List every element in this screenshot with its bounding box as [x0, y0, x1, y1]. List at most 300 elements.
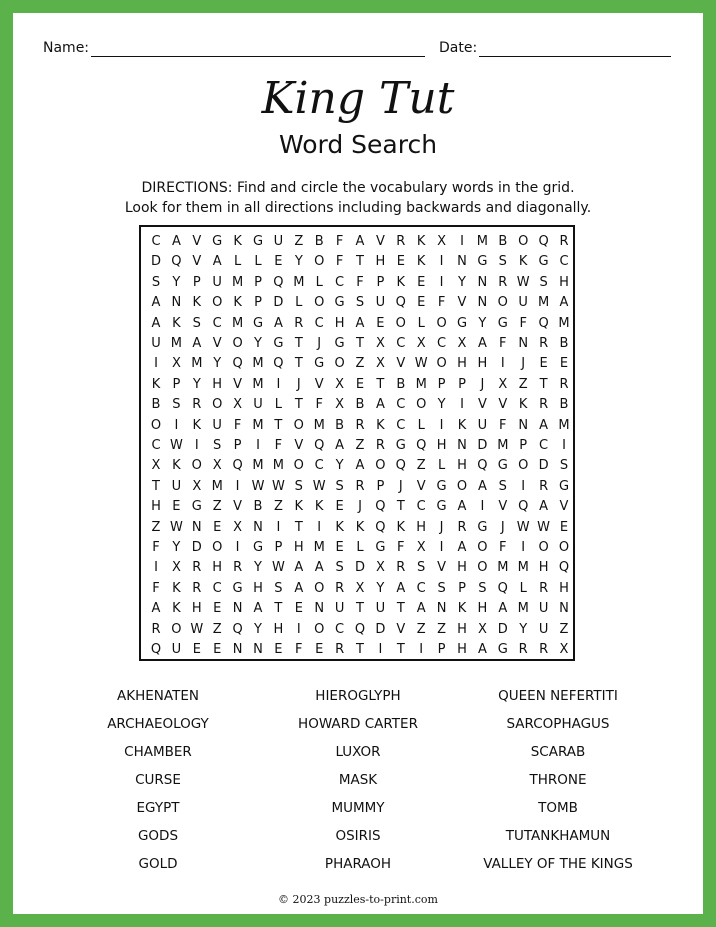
grid-letter[interactable]: Z	[355, 356, 365, 372]
grid-letter[interactable]: V	[498, 499, 508, 515]
grid-letter[interactable]: E	[274, 642, 283, 657]
grid-letter[interactable]: F	[295, 642, 303, 657]
grid-letter[interactable]: E	[559, 519, 569, 535]
grid-letter[interactable]: A	[457, 499, 467, 515]
grid-letter[interactable]: M	[476, 234, 488, 249]
grid-letter[interactable]: S	[151, 274, 161, 290]
grid-letter[interactable]: G	[456, 315, 468, 331]
grid-letter[interactable]: W	[414, 356, 428, 372]
grid-letter[interactable]: Q	[395, 458, 406, 474]
grid-letter[interactable]: J	[317, 336, 322, 351]
grid-letter[interactable]: K	[172, 580, 181, 596]
grid-letter[interactable]: H	[436, 438, 447, 453]
grid-letter[interactable]: X	[498, 376, 508, 392]
grid-letter[interactable]: D	[354, 560, 365, 576]
grid-letter[interactable]: A	[477, 336, 487, 351]
grid-letter[interactable]: Z	[294, 234, 304, 249]
grid-letter[interactable]: T	[294, 397, 303, 413]
grid-letter[interactable]: T	[396, 601, 405, 617]
grid-letter[interactable]: Q	[395, 295, 406, 311]
grid-letter[interactable]: X	[233, 519, 243, 535]
grid-letter[interactable]: Q	[273, 274, 284, 290]
grid-letter[interactable]: C	[151, 438, 161, 453]
grid-letter[interactable]: G	[497, 315, 508, 331]
grid-letter[interactable]: H	[375, 254, 386, 270]
grid-letter[interactable]: N	[457, 438, 467, 453]
grid-letter[interactable]: C	[559, 254, 569, 270]
grid-letter[interactable]: O	[191, 458, 202, 474]
grid-letter[interactable]: Z	[212, 499, 222, 515]
grid-letter[interactable]: U	[212, 274, 222, 290]
grid-letter[interactable]: A	[539, 499, 549, 515]
grid-letter[interactable]: O	[314, 580, 325, 596]
grid-letter[interactable]: Q	[558, 560, 570, 576]
grid-letter[interactable]: T	[274, 417, 283, 433]
grid-letter[interactable]: G	[538, 254, 549, 270]
grid-letter[interactable]: G	[436, 499, 447, 515]
grid-letter[interactable]: G	[395, 438, 406, 453]
grid-letter[interactable]: K	[294, 499, 304, 515]
grid-letter[interactable]: N	[518, 336, 529, 351]
grid-letter[interactable]: C	[539, 438, 549, 453]
grid-letter[interactable]: X	[212, 458, 222, 474]
grid-letter[interactable]: O	[314, 621, 325, 637]
grid-letter[interactable]: G	[232, 580, 243, 596]
grid-letter[interactable]: W	[169, 519, 183, 535]
grid-letter[interactable]: G	[314, 356, 325, 372]
grid-letter[interactable]: Q	[497, 580, 508, 596]
grid-letter[interactable]: E	[355, 376, 365, 392]
grid-letter[interactable]: H	[293, 540, 304, 555]
grid-letter[interactable]: I	[562, 438, 566, 453]
grid-letter[interactable]: A	[294, 580, 304, 596]
grid-letter[interactable]: O	[375, 458, 386, 474]
grid-letter[interactable]: O	[558, 540, 570, 555]
grid-letter[interactable]: G	[497, 642, 508, 657]
grid-letter[interactable]: N	[232, 601, 243, 617]
grid-letter[interactable]: J	[296, 376, 301, 392]
grid-letter[interactable]: R	[498, 274, 508, 290]
grid-letter[interactable]: S	[417, 560, 426, 576]
grid-letter[interactable]: I	[317, 519, 322, 535]
grid-letter[interactable]: N	[457, 254, 467, 270]
grid-letter[interactable]: Z	[273, 499, 283, 515]
grid-letter[interactable]: G	[436, 478, 447, 494]
grid-letter[interactable]: T	[294, 519, 303, 535]
grid-letter[interactable]: Q	[477, 458, 488, 474]
grid-letter[interactable]: S	[192, 315, 201, 331]
grid-letter[interactable]: A	[355, 458, 365, 474]
grid-letter[interactable]: L	[356, 540, 364, 555]
grid-letter[interactable]: N	[559, 601, 569, 617]
grid-letter[interactable]: P	[458, 580, 466, 596]
grid-letter[interactable]: W	[516, 519, 530, 535]
grid-letter[interactable]: I	[256, 438, 260, 453]
grid-letter[interactable]: K	[376, 417, 385, 433]
grid-letter[interactable]: J	[398, 478, 403, 494]
grid-letter[interactable]: N	[171, 295, 182, 311]
grid-letter[interactable]: I	[235, 540, 240, 555]
grid-letter[interactable]: F	[499, 336, 507, 351]
grid-letter[interactable]: O	[436, 315, 447, 331]
grid-letter[interactable]: A	[477, 642, 487, 657]
grid-letter[interactable]: Z	[416, 621, 426, 637]
grid-letter[interactable]: K	[233, 295, 242, 311]
grid-letter[interactable]: X	[559, 642, 569, 657]
grid-letter[interactable]: H	[334, 315, 345, 331]
grid-letter[interactable]: W	[537, 519, 551, 535]
grid-letter[interactable]: E	[417, 274, 426, 290]
grid-letter[interactable]: R	[151, 621, 161, 637]
grid-letter[interactable]: M	[252, 356, 264, 372]
grid-letter[interactable]: E	[213, 601, 222, 617]
grid-letter[interactable]: U	[273, 234, 284, 249]
grid-letter[interactable]: P	[376, 478, 385, 494]
grid-letter[interactable]: M	[313, 417, 325, 433]
grid-letter[interactable]: M	[517, 601, 529, 617]
grid-letter[interactable]: K	[335, 519, 344, 535]
grid-letter[interactable]: O	[497, 295, 508, 311]
grid-letter[interactable]: X	[375, 336, 385, 351]
grid-letter[interactable]: I	[174, 417, 179, 433]
grid-letter[interactable]: A	[539, 417, 549, 433]
grid-letter[interactable]: E	[559, 356, 569, 372]
grid-letter[interactable]: W	[271, 560, 285, 576]
grid-letter[interactable]: Z	[518, 376, 528, 392]
grid-letter[interactable]: O	[212, 397, 223, 413]
grid-letter[interactable]: B	[335, 417, 345, 433]
grid-letter[interactable]: F	[335, 254, 344, 270]
grid-letter[interactable]: W	[251, 478, 265, 494]
grid-letter[interactable]: F	[335, 234, 344, 249]
grid-letter[interactable]: Q	[375, 499, 386, 515]
grid-letter[interactable]: U	[212, 417, 222, 433]
grid-letter[interactable]: Y	[335, 458, 344, 474]
grid-letter[interactable]: A	[212, 254, 222, 270]
grid-letter[interactable]: T	[376, 376, 385, 392]
grid-letter[interactable]: C	[416, 580, 426, 596]
grid-letter[interactable]: I	[276, 519, 281, 535]
grid-letter[interactable]: R	[518, 642, 528, 657]
grid-letter[interactable]: U	[538, 621, 549, 637]
grid-letter[interactable]: F	[499, 540, 507, 555]
grid-letter[interactable]: B	[314, 234, 324, 249]
grid-letter[interactable]: P	[458, 376, 466, 392]
grid-letter[interactable]: T	[356, 642, 364, 657]
grid-letter[interactable]: X	[416, 540, 426, 555]
grid-letter[interactable]: A	[171, 234, 181, 249]
grid-letter[interactable]: B	[151, 397, 161, 413]
grid-letter[interactable]: A	[294, 560, 304, 576]
grid-letter[interactable]: W	[271, 478, 285, 494]
grid-letter[interactable]: H	[477, 356, 488, 372]
grid-letter[interactable]: O	[518, 458, 529, 474]
grid-letter[interactable]: L	[437, 458, 446, 474]
grid-letter[interactable]: J	[439, 519, 444, 535]
grid-letter[interactable]: G	[375, 540, 386, 555]
grid-letter[interactable]: E	[315, 642, 324, 657]
grid-letter[interactable]: V	[457, 295, 467, 311]
grid-letter[interactable]: H	[191, 601, 202, 617]
grid-letter[interactable]: M	[313, 540, 325, 555]
grid-letter[interactable]: O	[150, 417, 162, 433]
grid-letter[interactable]: H	[273, 621, 284, 637]
grid-letter[interactable]: S	[335, 478, 344, 494]
grid-letter[interactable]: M	[252, 458, 264, 474]
grid-letter[interactable]: Q	[538, 234, 549, 249]
grid-letter[interactable]: Q	[232, 458, 243, 474]
grid-letter[interactable]: R	[335, 642, 345, 657]
grid-letter[interactable]: R	[294, 315, 304, 331]
grid-letter[interactable]: N	[477, 274, 488, 290]
grid-letter[interactable]: E	[539, 356, 548, 372]
grid-letter[interactable]: K	[233, 234, 242, 249]
grid-letter[interactable]: X	[355, 580, 365, 596]
grid-letter[interactable]: A	[151, 315, 161, 331]
grid-letter[interactable]: O	[416, 397, 427, 413]
grid-letter[interactable]: A	[273, 315, 283, 331]
grid-letter[interactable]: G	[477, 519, 488, 535]
grid-letter[interactable]: P	[192, 274, 201, 290]
grid-letter[interactable]: R	[559, 376, 569, 392]
grid-letter[interactable]: A	[477, 478, 487, 494]
grid-letter[interactable]: S	[335, 560, 344, 576]
grid-letter[interactable]: G	[212, 234, 223, 249]
grid-letter[interactable]: G	[334, 295, 345, 311]
grid-letter[interactable]: M	[293, 274, 305, 290]
grid-letter[interactable]: O	[334, 356, 345, 372]
grid-letter[interactable]: C	[335, 621, 345, 637]
grid-letter[interactable]: U	[171, 478, 182, 494]
grid-letter[interactable]: C	[314, 458, 324, 474]
grid-letter[interactable]: S	[294, 478, 303, 494]
grid-letter[interactable]: P	[437, 642, 446, 657]
grid-letter[interactable]: Z	[355, 438, 365, 453]
grid-letter[interactable]: U	[334, 601, 345, 617]
grid-letter[interactable]: R	[233, 560, 243, 576]
grid-letter[interactable]: A	[151, 601, 161, 617]
grid-letter[interactable]: B	[498, 234, 508, 249]
grid-letter[interactable]: S	[172, 397, 181, 413]
grid-letter[interactable]: F	[274, 438, 283, 453]
grid-letter[interactable]: P	[437, 376, 446, 392]
grid-letter[interactable]: K	[457, 601, 467, 617]
grid-letter[interactable]: O	[314, 295, 325, 311]
grid-letter[interactable]: L	[233, 254, 242, 270]
grid-letter[interactable]: F	[397, 540, 405, 555]
grid-letter[interactable]: B	[396, 376, 406, 392]
grid-letter[interactable]: Q	[538, 315, 549, 331]
grid-letter[interactable]: R	[396, 234, 406, 249]
grid-letter[interactable]: P	[519, 438, 528, 453]
grid-letter[interactable]: D	[497, 621, 508, 637]
grid-letter[interactable]: H	[457, 642, 467, 657]
grid-letter[interactable]: P	[376, 274, 385, 290]
grid-letter[interactable]: L	[417, 315, 425, 331]
grid-letter[interactable]: Z	[437, 621, 447, 637]
grid-letter[interactable]: H	[559, 274, 569, 290]
grid-letter[interactable]: X	[477, 621, 487, 637]
grid-letter[interactable]: L	[417, 417, 425, 433]
grid-letter[interactable]: R	[375, 438, 385, 453]
grid-letter[interactable]: E	[172, 499, 181, 515]
grid-letter[interactable]: Q	[171, 254, 182, 270]
grid-letter[interactable]: O	[314, 254, 325, 270]
grid-letter[interactable]: H	[538, 560, 549, 576]
grid-letter[interactable]: J	[500, 519, 505, 535]
grid-letter[interactable]: C	[335, 274, 345, 290]
grid-letter[interactable]: A	[498, 601, 508, 617]
grid-letter[interactable]: X	[335, 376, 345, 392]
grid-letter[interactable]: R	[396, 560, 406, 576]
grid-letter[interactable]: R	[539, 580, 549, 596]
grid-letter[interactable]: K	[172, 458, 181, 474]
grid-letter[interactable]: K	[416, 254, 426, 270]
grid-letter[interactable]: K	[192, 417, 202, 433]
grid-letter[interactable]: W	[312, 478, 326, 494]
grid-letter[interactable]: S	[559, 458, 569, 474]
grid-letter[interactable]: X	[437, 234, 447, 249]
grid-letter[interactable]: K	[355, 519, 365, 535]
grid-letter[interactable]: Z	[212, 621, 222, 637]
grid-letter[interactable]: B	[253, 499, 263, 515]
grid-letter[interactable]: R	[335, 580, 345, 596]
grid-letter[interactable]: V	[437, 560, 447, 576]
grid-letter[interactable]: U	[375, 295, 386, 311]
grid-letter[interactable]: I	[439, 540, 444, 555]
grid-letter[interactable]: O	[436, 356, 447, 372]
grid-letter[interactable]: R	[539, 478, 549, 494]
grid-letter[interactable]: N	[232, 642, 243, 657]
grid-letter[interactable]: K	[314, 499, 324, 515]
grid-letter[interactable]: R	[539, 397, 549, 413]
grid-letter[interactable]: U	[518, 295, 528, 311]
grid-letter[interactable]: D	[191, 540, 202, 555]
grid-letter[interactable]: V	[416, 478, 426, 494]
grid-letter[interactable]: U	[253, 397, 263, 413]
grid-letter[interactable]: X	[335, 397, 345, 413]
grid-letter[interactable]: V	[314, 376, 324, 392]
grid-letter[interactable]: C	[314, 315, 324, 331]
grid-letter[interactable]: K	[416, 234, 426, 249]
grid-letter[interactable]: U	[151, 336, 161, 351]
grid-letter[interactable]: N	[518, 417, 529, 433]
grid-letter[interactable]: F	[315, 397, 323, 413]
grid-letter[interactable]: O	[518, 234, 529, 249]
grid-letter[interactable]: T	[539, 376, 548, 392]
grid-letter[interactable]: C	[151, 234, 161, 249]
grid-letter[interactable]: H	[457, 560, 467, 576]
grid-letter[interactable]: I	[276, 376, 281, 392]
grid-letter[interactable]: I	[194, 438, 199, 453]
grid-letter[interactable]: N	[191, 519, 202, 535]
grid-letter[interactable]: Q	[232, 356, 243, 372]
grid-letter[interactable]: G	[558, 478, 570, 494]
grid-letter[interactable]: N	[253, 519, 263, 535]
grid-letter[interactable]: T	[152, 478, 160, 494]
grid-letter[interactable]: A	[355, 234, 365, 249]
grid-letter[interactable]: Y	[254, 621, 262, 637]
grid-letter[interactable]: V	[498, 397, 508, 413]
grid-letter[interactable]: C	[212, 580, 222, 596]
grid-letter[interactable]: V	[233, 376, 243, 392]
grid-letter[interactable]: P	[254, 295, 262, 311]
grid-letter[interactable]: K	[518, 254, 528, 270]
grid-letter[interactable]: K	[396, 519, 406, 535]
grid-letter[interactable]: M	[497, 438, 509, 453]
grid-letter[interactable]: Y	[437, 397, 446, 413]
grid-letter[interactable]: V	[192, 234, 202, 249]
grid-letter[interactable]: D	[375, 621, 386, 637]
grid-letter[interactable]: O	[456, 478, 468, 494]
grid-letter[interactable]: T	[396, 499, 405, 515]
grid-letter[interactable]: M	[497, 560, 509, 576]
grid-letter[interactable]: Q	[354, 621, 366, 637]
grid-letter[interactable]: V	[192, 254, 202, 270]
grid-letter[interactable]: M	[252, 376, 264, 392]
grid-letter[interactable]: E	[417, 295, 426, 311]
grid-letter[interactable]: M	[252, 417, 264, 433]
grid-letter[interactable]: M	[231, 315, 244, 331]
grid-letter[interactable]: J	[480, 376, 485, 392]
grid-letter[interactable]: I	[296, 621, 301, 637]
grid-letter[interactable]: H	[457, 356, 467, 372]
grid-letter[interactable]: T	[294, 336, 303, 351]
grid-letter[interactable]: Z	[416, 458, 426, 474]
grid-letter[interactable]: R	[192, 397, 202, 413]
grid-letter[interactable]: O	[477, 540, 488, 555]
grid-letter[interactable]: Y	[294, 254, 303, 270]
grid-letter[interactable]: C	[396, 417, 406, 433]
grid-letter[interactable]: G	[477, 254, 488, 270]
grid-letter[interactable]: I	[235, 478, 240, 494]
grid-letter[interactable]: G	[252, 315, 264, 331]
grid-letter[interactable]: S	[498, 478, 507, 494]
grid-letter[interactable]: X	[457, 336, 467, 351]
grid-letter[interactable]: E	[192, 642, 201, 657]
grid-letter[interactable]: H	[457, 458, 467, 474]
date-line[interactable]	[479, 56, 671, 57]
grid-letter[interactable]: H	[253, 580, 263, 596]
grid-letter[interactable]: F	[152, 540, 160, 555]
grid-letter[interactable]: E	[213, 642, 222, 657]
grid-letter[interactable]: O	[232, 336, 243, 351]
grid-letter[interactable]: A	[559, 295, 569, 311]
grid-letter[interactable]: M	[517, 560, 529, 576]
grid-letter[interactable]: V	[233, 499, 243, 515]
grid-letter[interactable]: T	[294, 356, 303, 372]
grid-letter[interactable]: H	[212, 560, 223, 576]
grid-letter[interactable]: O	[212, 540, 223, 555]
grid-letter[interactable]: U	[375, 601, 386, 617]
grid-letter[interactable]: L	[274, 397, 283, 413]
grid-letter[interactable]: B	[355, 397, 365, 413]
grid-letter[interactable]: K	[457, 417, 467, 433]
grid-letter[interactable]: M	[558, 417, 570, 433]
grid-letter[interactable]: T	[356, 336, 364, 351]
grid-letter[interactable]: X	[192, 478, 202, 494]
grid-letter[interactable]: C	[396, 336, 406, 351]
grid-letter[interactable]: Q	[375, 519, 386, 535]
grid-letter[interactable]: H	[457, 621, 467, 637]
grid-letter[interactable]: R	[539, 336, 549, 351]
grid-letter[interactable]: I	[460, 397, 464, 413]
grid-letter[interactable]: S	[274, 580, 283, 596]
grid-letter[interactable]: G	[334, 336, 345, 351]
grid-letter[interactable]: I	[500, 356, 505, 372]
grid-letter[interactable]: I	[439, 417, 444, 433]
grid-letter[interactable]: N	[253, 642, 263, 657]
